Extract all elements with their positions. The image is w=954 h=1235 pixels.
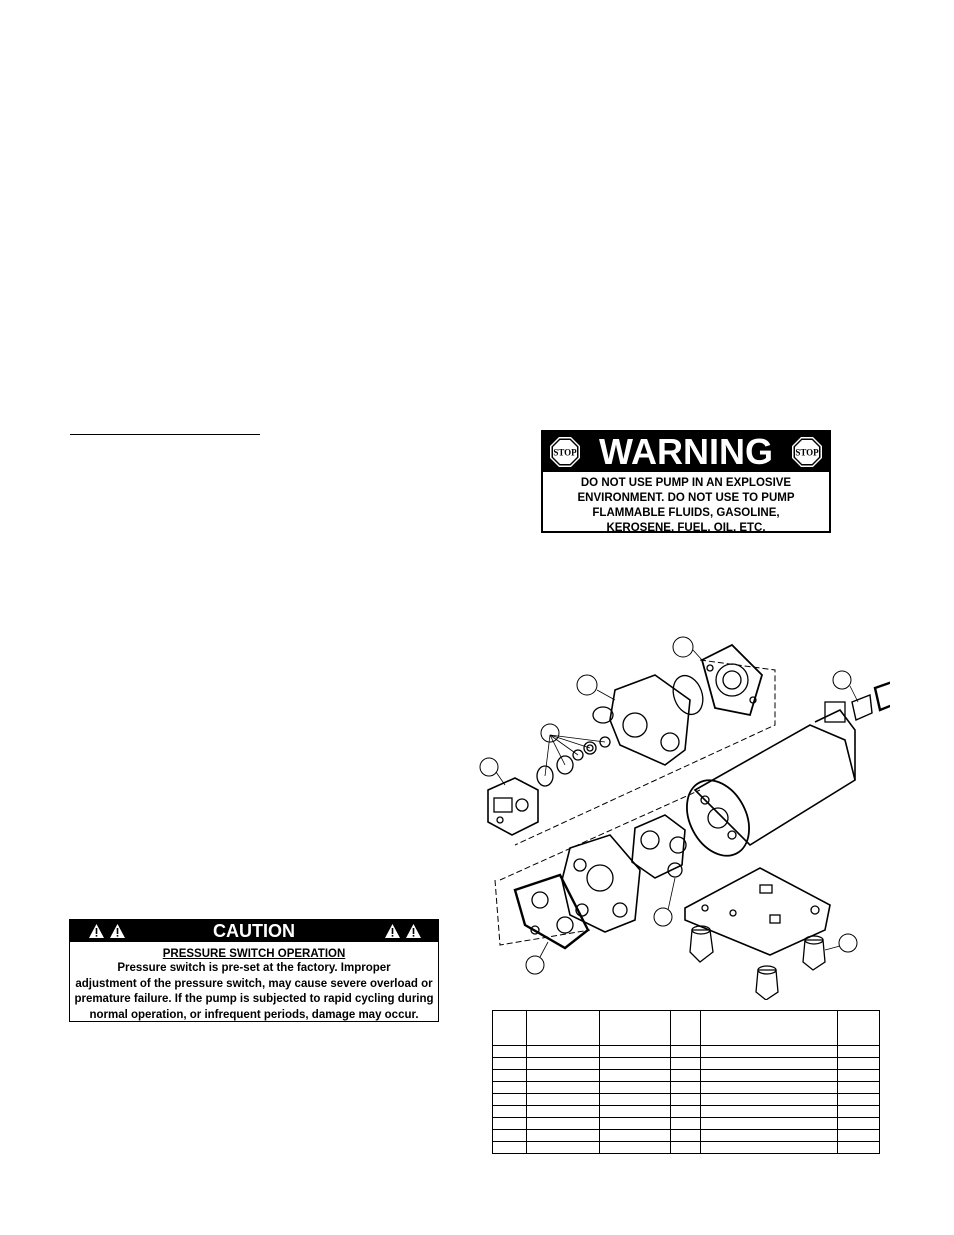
table-cell (671, 1142, 701, 1154)
table-cell (493, 1130, 527, 1142)
warning-triangle-icon (109, 923, 126, 939)
warning-triangle-icon (384, 923, 401, 939)
table-row (493, 1046, 880, 1058)
stop-sign-icon (791, 436, 823, 468)
parts-table (492, 1010, 880, 1154)
warning-title: WARNING (599, 431, 773, 472)
table-cell (527, 1106, 600, 1118)
table-cell (838, 1070, 880, 1082)
table-cell (671, 1070, 701, 1082)
table-cell (701, 1058, 838, 1070)
warning-triangle-group (88, 923, 126, 939)
table-cell (671, 1011, 701, 1046)
table-cell (701, 1011, 838, 1046)
table-row (493, 1058, 880, 1070)
table-cell (600, 1094, 671, 1106)
caution-line: Pressure switch is pre-set at the factory. Improper (117, 962, 391, 974)
caution-line: premature failure. If the pump is subjected to rapid cycling during (74, 993, 434, 1005)
table-cell (838, 1082, 880, 1094)
table-cell (493, 1106, 527, 1118)
section-underline (70, 434, 260, 435)
table-row (493, 1070, 880, 1082)
warning-line: ENVIRONMENT. DO NOT USE TO PUMP (577, 492, 795, 504)
table-cell (671, 1058, 701, 1070)
table-cell (838, 1130, 880, 1142)
table-cell (527, 1070, 600, 1082)
table-cell (493, 1058, 527, 1070)
table-cell (493, 1011, 527, 1046)
warning-triangle-icon (88, 923, 105, 939)
warning-line: KEROSENE, FUEL, OIL, ETC. (606, 522, 766, 534)
table-cell (671, 1046, 701, 1058)
table-row (493, 1118, 880, 1130)
svg-text:STOP: STOP (795, 447, 819, 458)
table-cell (671, 1106, 701, 1118)
table-cell (600, 1046, 671, 1058)
table-cell (527, 1094, 600, 1106)
table-cell (600, 1142, 671, 1154)
table-cell (600, 1106, 671, 1118)
table-cell (493, 1070, 527, 1082)
table-cell (600, 1082, 671, 1094)
table-cell (527, 1011, 600, 1046)
caution-header (70, 920, 438, 942)
table-cell (701, 1046, 838, 1058)
warning-text (543, 472, 829, 536)
table-cell (701, 1118, 838, 1130)
caution-subtitle: PRESSURE SWITCH OPERATION (162, 948, 346, 960)
table-row (493, 1142, 880, 1154)
table-cell (527, 1118, 600, 1130)
table-cell (838, 1106, 880, 1118)
warning-triangle-group (384, 923, 422, 939)
table-cell (527, 1082, 600, 1094)
table-cell (493, 1046, 527, 1058)
table-cell (671, 1118, 701, 1130)
table-cell (527, 1142, 600, 1154)
table-cell (600, 1058, 671, 1070)
table-cell (838, 1011, 880, 1046)
table-cell (600, 1070, 671, 1082)
table-cell (527, 1130, 600, 1142)
table-header-row (493, 1011, 880, 1046)
warning-label (541, 430, 831, 533)
table-cell (527, 1046, 600, 1058)
warning-line: DO NOT USE PUMP IN AN EXPLOSIVE (580, 477, 792, 489)
caution-label (69, 919, 439, 1022)
table-cell (527, 1058, 600, 1070)
svg-text:STOP: STOP (553, 447, 577, 458)
warning-header (543, 432, 829, 472)
table-cell (838, 1118, 880, 1130)
table-cell (671, 1094, 701, 1106)
table-cell (838, 1058, 880, 1070)
table-cell (701, 1082, 838, 1094)
table-cell (701, 1106, 838, 1118)
table-cell (671, 1130, 701, 1142)
table-cell (600, 1130, 671, 1142)
table-cell (493, 1082, 527, 1094)
caution-line: adjustment of the pressure switch, may cause severe overload or (75, 977, 433, 990)
table-cell (838, 1094, 880, 1106)
table-row (493, 1130, 880, 1142)
table-cell (493, 1094, 527, 1106)
table-cell (701, 1094, 838, 1106)
table-row (493, 1106, 880, 1118)
warning-line: FLAMMABLE FLUIDS, GASOLINE, (592, 507, 780, 519)
table-row (493, 1082, 880, 1094)
table-cell (701, 1142, 838, 1154)
table-cell (838, 1046, 880, 1058)
table-row (493, 1094, 880, 1106)
table-cell (671, 1082, 701, 1094)
table-cell (838, 1142, 880, 1154)
parts-table-body (493, 1011, 880, 1154)
table-cell (600, 1118, 671, 1130)
stop-sign-icon (549, 436, 581, 468)
pump-exploded-diagram (470, 630, 890, 1000)
table-cell (493, 1142, 527, 1154)
caution-title: CAUTION (213, 921, 295, 941)
table-cell (701, 1130, 838, 1142)
table-cell (493, 1118, 527, 1130)
caution-text (70, 961, 438, 1023)
table-cell (701, 1070, 838, 1082)
table-cell (600, 1011, 671, 1046)
caution-line: normal operation, or infrequent periods, damage may occur. (89, 1008, 419, 1021)
warning-triangle-icon (405, 923, 422, 939)
